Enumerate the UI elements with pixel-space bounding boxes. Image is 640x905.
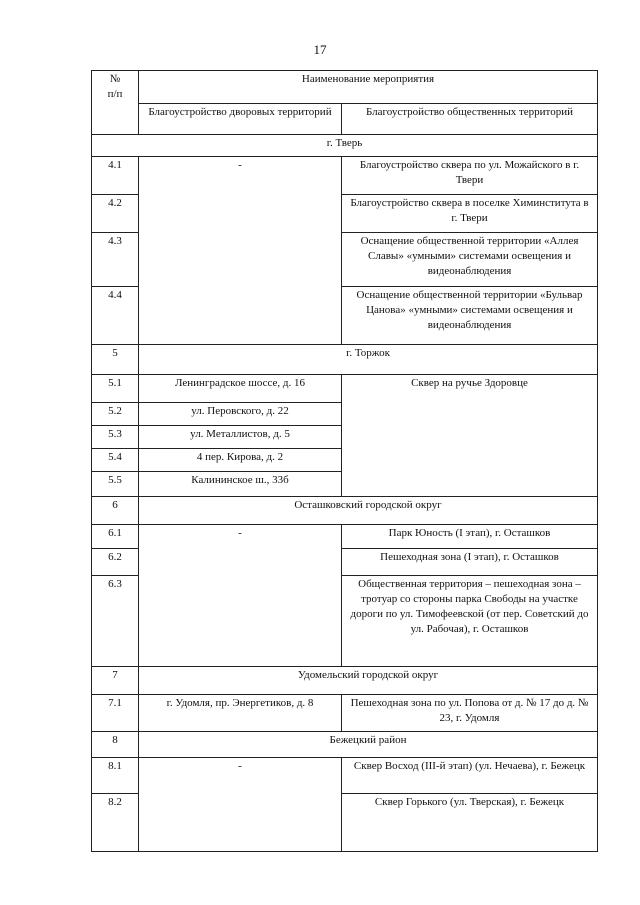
section-title-tver: г. Тверь [92,135,598,157]
row-number: 4.4 [92,287,139,345]
row-number: 6 [92,497,139,525]
row-number: 7 [92,667,139,695]
public-cell: Общественная территория – пешеходная зона – тротуар со стороны парка Свободы на участке дороги по ул. Тимофеевской (от пер. Советский до ул. Рабочая), г. Осташков [342,576,598,667]
row-number: 7.1 [92,695,139,732]
public-cell-torzhok: Сквер на ручье Здоровце [342,375,598,497]
row-number: 5.5 [92,472,139,497]
section-row [92,135,598,157]
yard-cell-ostashkov: - [139,525,342,667]
public-cell: Благоустройство сквера в поселке Химинститута в г. Твери [342,195,598,233]
yard-cell: ул. Перовского, д. 22 [139,403,342,426]
table-subheader-row [92,104,598,135]
public-cell: Пешеходная зона (I этап), г. Осташков [342,549,598,576]
public-cell: Сквер Горького (ул. Тверская), г. Бежецк [342,794,598,852]
row-number: 8.2 [92,794,139,852]
row-number: 6.2 [92,549,139,576]
row-number: 6.1 [92,525,139,549]
public-cell: Сквер Восход (III-й этап) (ул. Нечаева), г. Бежецк [342,758,598,794]
measures-table [91,70,598,852]
table-header-row [92,71,598,104]
row-number: 5.3 [92,426,139,449]
table-row [92,525,598,549]
yard-cell-tver: - [139,157,342,345]
row-number: 6.3 [92,576,139,667]
section-title-bezhetsk: Бежецкий район [139,732,598,758]
yard-territories-header: Благоустройство дворовых территорий [139,104,342,135]
section-row [92,497,598,525]
page-number: 17 [313,42,327,57]
public-cell: Оснащение общественной территории «Бульвар Цанова» «умными» системами освещения и видеонаблюдения [342,287,598,345]
number-column-header: № п/п [92,71,139,135]
public-territories-header: Благоустройство общественных территорий [342,104,598,135]
section-title-ostashkov: Осташковский городской округ [139,497,598,525]
yard-cell: Ленинградское шоссе, д. 16 [139,375,342,403]
table-row [92,157,598,195]
row-number: 4.1 [92,157,139,195]
section-title-udomlya: Удомельский городской округ [139,667,598,695]
row-number: 4.2 [92,195,139,233]
section-row [92,345,598,375]
row-number: 5 [92,345,139,375]
row-number: 8.1 [92,758,139,794]
measure-name-header: Наименование мероприятия [139,71,598,104]
yard-cell: Калининское ш., 33б [139,472,342,497]
public-cell: Парк Юность (I этап), г. Осташков [342,525,598,549]
table-row [92,695,598,732]
row-number: 5.4 [92,449,139,472]
section-row [92,732,598,758]
row-number: 4.3 [92,233,139,287]
section-title-torzhok: г. Торжок [139,345,598,375]
yard-cell: ул. Металлистов, д. 5 [139,426,342,449]
public-cell: Пешеходная зона по ул. Попова от д. № 17 до д. № 23, г. Удомля [342,695,598,732]
section-row [92,667,598,695]
public-cell: Благоустройство сквера по ул. Можайского в г. Твери [342,157,598,195]
row-number: 5.2 [92,403,139,426]
public-cell: Оснащение общественной территории «Аллея Славы» «умными» системами освещения и видеонаблюдения [342,233,598,287]
table-row [92,375,598,403]
row-number: 8 [92,732,139,758]
yard-cell-bezhetsk: - [139,758,342,852]
row-number: 5.1 [92,375,139,403]
yard-cell: 4 пер. Кирова, д. 2 [139,449,342,472]
table-row [92,758,598,794]
yard-cell: г. Удомля, пр. Энергетиков, д. 8 [139,695,342,732]
